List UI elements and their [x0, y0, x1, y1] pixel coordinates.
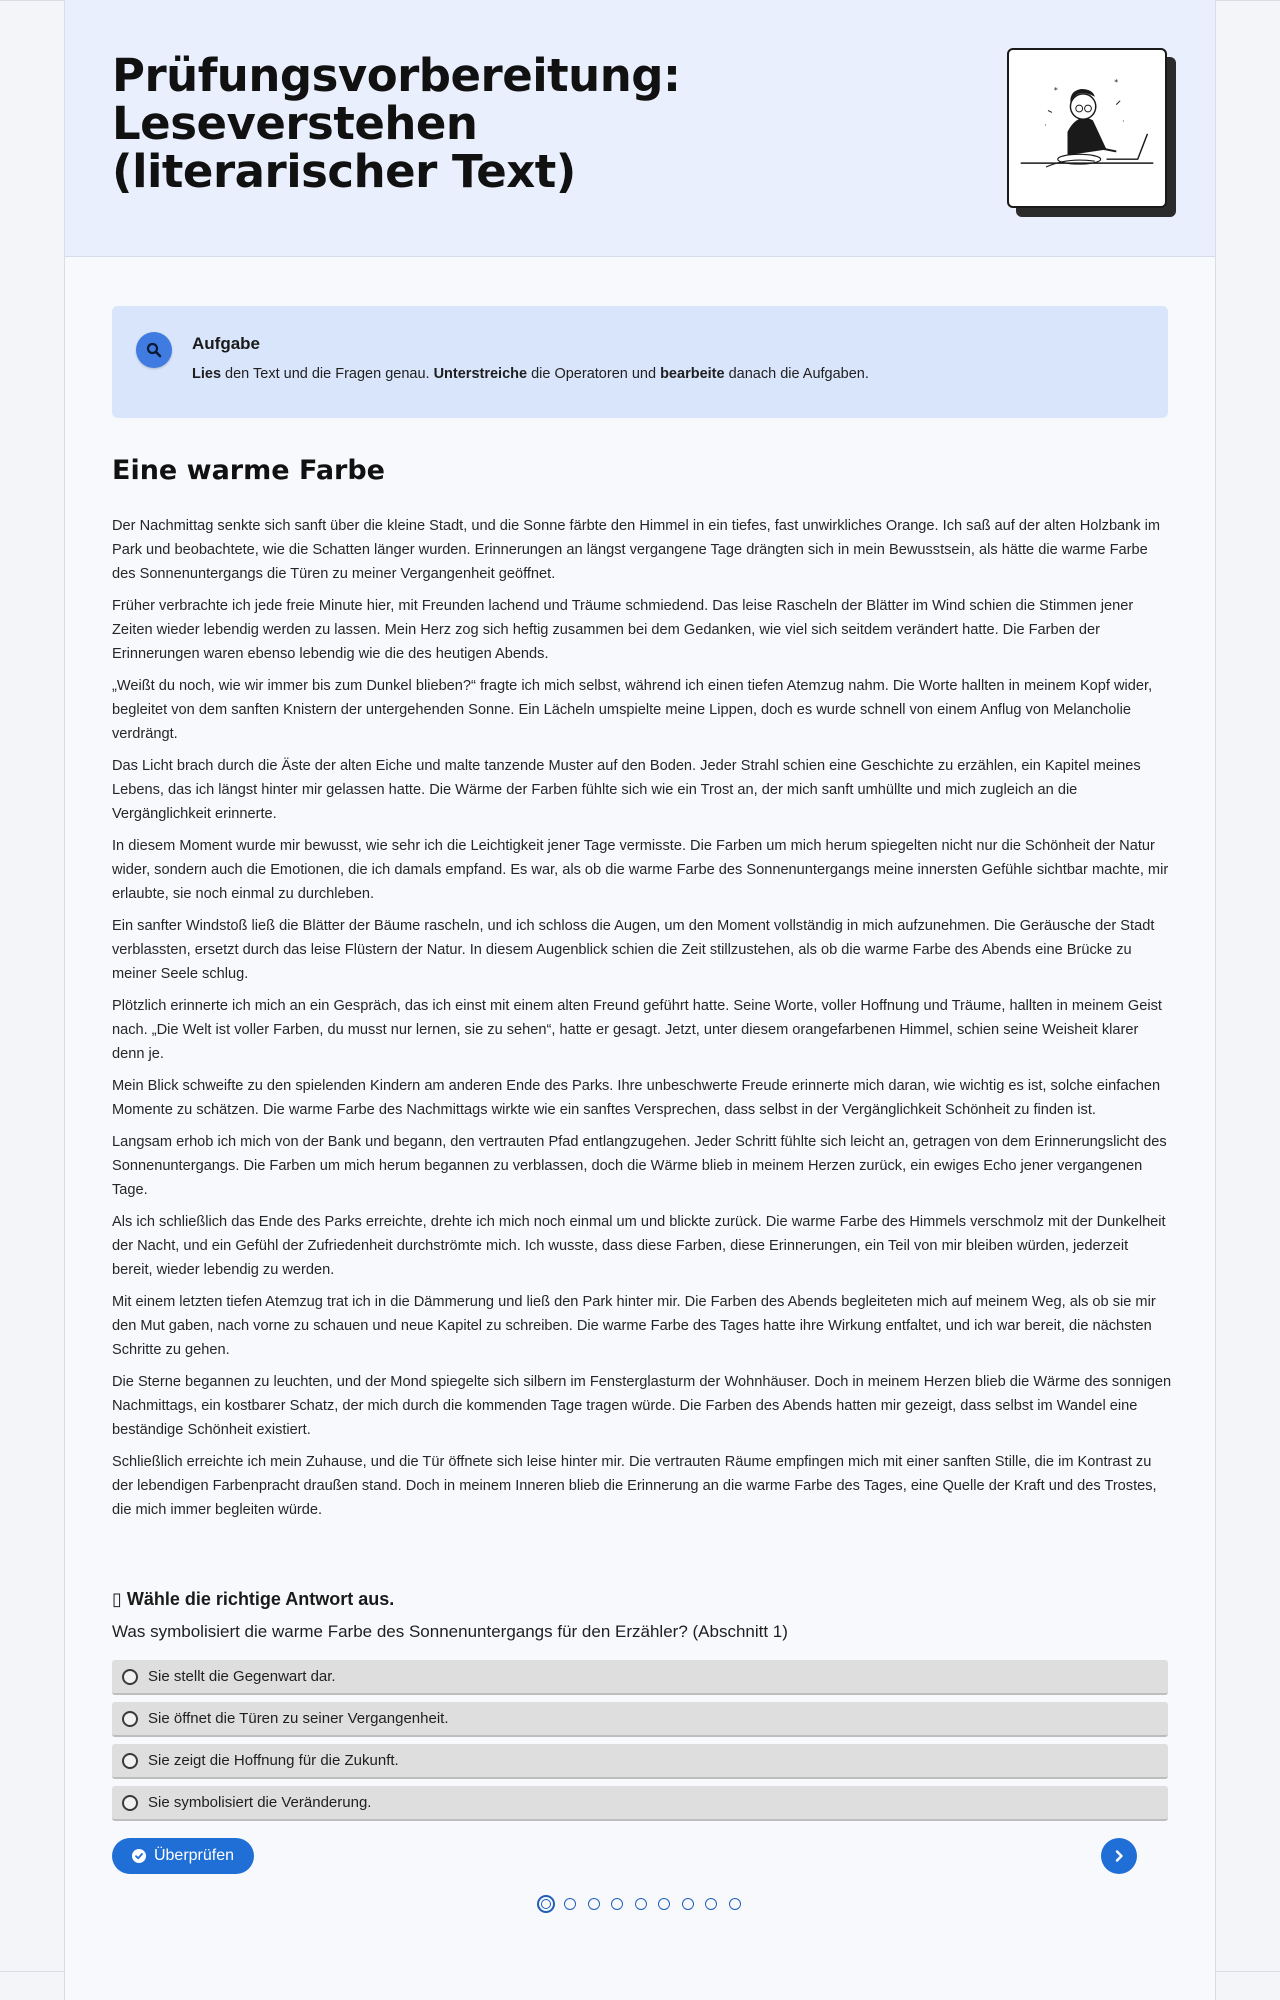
pagination-dot-4[interactable] — [611, 1898, 623, 1910]
story-paragraph: Langsam erhob ich mich von der Bank und begann, den vertrauten Pfad entlangzugehen. Jeder Schritt fühlte sich leicht an, getragen von dem Erinnerungslicht des Sonnenuntergangs. Die Farben um mich herum begannen zu verblassen, doch die Wärme blieb in meinem Herzen zurück, ein ewiges Echo jener vergangenen Tage. — [112, 1134, 1167, 1198]
task-box — [112, 306, 1168, 418]
pagination-dot-2[interactable] — [564, 1898, 576, 1910]
story-paragraph: Früher verbrachte ich jede freie Minute hier, mit Freunden lachend und Träume schmiedend. Das leise Rascheln der Blätter im Wind schien die Stimmen jener Zeiten wieder lebendig werden zu lassen. Mein Herz zog sich heftig zusammen bei dem Gedanken, wie viel sich seitdem verändert hatte. Die Farben der Erinnerungen waren ebenso lebendig wie die des heutigen Abends. — [112, 598, 1134, 662]
story-paragraph: Ein sanfter Windstoß ließ die Blätter der Bäume rascheln, und ich schloss die Augen, um den Moment vollständig in mich aufzunehmen. Die Geräusche der Stadt verblassten, ersetzt durch das leise Flüstern der Natur. In diesem Augenblick schien die Zeit stillzustehen, als ob die warme Farbe des Abends eine Brücke zu meiner Seele schlug. — [112, 918, 1155, 982]
answer-option-label: Sie öffnet die Türen zu seiner Vergangenheit. — [148, 1710, 449, 1727]
story-title: Eine warme Farbe — [112, 455, 385, 486]
answer-option-3[interactable] — [112, 1744, 1168, 1779]
answer-options — [112, 1660, 1168, 1828]
pagination-dot-5[interactable] — [635, 1898, 647, 1910]
next-question-button[interactable] — [1101, 1838, 1137, 1874]
answer-option-1[interactable] — [112, 1660, 1168, 1695]
story-paragraph: Mein Blick schweifte zu den spielenden Kindern am anderen Ende des Parks. Ihre unbeschwerte Freude erinnerte mich daran, wie wichtig es ist, solche einfachen Momente zu schätzen. Die warme Farbe des Nachmittags wirkte wie ein sanftes Versprechen, dass selbst in der Vergänglichkeit Schönheit zu finden ist. — [112, 1078, 1161, 1118]
page-header — [65, 0, 1215, 257]
chevron-right-icon — [1112, 1849, 1126, 1863]
check-answer-label: Überprüfen — [153, 1847, 235, 1864]
svg-text:·: · — [1122, 117, 1125, 127]
pagination-dot-8[interactable] — [705, 1898, 717, 1910]
task-text-part: den Text und die Fragen genau. — [221, 366, 434, 382]
svg-text:*: * — [1114, 78, 1119, 88]
operator-bearbeite: bearbeite — [660, 366, 725, 382]
task-text-part: danach die Aufgaben. — [724, 366, 869, 382]
answer-option-4[interactable] — [112, 1786, 1168, 1821]
radio-button[interactable] — [122, 1711, 138, 1727]
story-text — [112, 514, 1172, 1530]
question-heading: ▯ Wähle die richtige Antwort aus. — [112, 1589, 395, 1609]
page — [65, 0, 1215, 2000]
operator-unterstreiche: Unterstreiche — [433, 366, 528, 382]
radio-button[interactable] — [122, 1669, 138, 1685]
page-title: Prüfungsvorbereitung: Leseverstehen (literarischer Text) — [112, 49, 681, 198]
story-paragraph: Als ich schließlich das Ende des Parks erreichte, drehte ich mich noch einmal um und blickte zurück. Die warme Farbe des Himmels verschmolz mit der Dunkelheit der Nacht, und ein Gefühl der Zufriedenheit durchströmte mich. Ich wusste, dass diese Farben, diese Erinnerungen, ein Teil von mir bleiben würden, jederzeit bereit, wieder lebendig zu werden. — [112, 1214, 1166, 1278]
radio-button[interactable] — [122, 1753, 138, 1769]
svg-text:·: · — [1044, 121, 1047, 130]
frame-line-right — [1215, 0, 1216, 2000]
check-circle-icon — [132, 1849, 146, 1863]
story-paragraph: Das Licht brach durch die Äste der alten Eiche und malte tanzende Muster auf den Boden. Jeder Strahl schien eine Geschichte zu erzählen, ein Kapitel meines Lebens, das ich längst hinter mir gelassen hatte. Die Wärme der Farben fühlte sich wie ein Trost an, der mich sanft umhüllte und mich zugleich an die Vergänglichkeit erinnerte. — [112, 758, 1141, 822]
answer-option-2[interactable] — [112, 1702, 1168, 1737]
pagination-dot-1[interactable] — [537, 1895, 555, 1913]
answer-option-label: Sie stellt die Gegenwart dar. — [148, 1668, 336, 1685]
operator-lies: Lies — [192, 366, 222, 382]
check-answer-button[interactable] — [112, 1838, 254, 1874]
story-paragraph: In diesem Moment wurde mir bewusst, wie sehr ich die Leichtigkeit jener Tage vermisste. Die Farben um mich herum spiegelten nicht nur die Schönheit der Natur wider, sondern auch die Emotionen, die ich damals empfand. Es war, als ob die warme Farbe des Sonnenuntergangs meine innersten Gefühle sichtbar machte, mir erlaubte, sie noch einmal zu durchleben. — [112, 838, 1169, 902]
magnifier-icon — [136, 332, 172, 368]
radio-button[interactable] — [122, 1795, 138, 1811]
question-text: Was symbolisiert die warme Farbe des Sonnenuntergangs für den Erzähler? (Abschnitt 1) — [112, 1622, 788, 1641]
story-paragraph: Mit einem letzten tiefen Atemzug trat ich in die Dämmerung und ließ den Park hinter mir. Die Farben des Abends begleiteten mich auf meinem Weg, als ob sie mir den Mut gaben, nach vorne zu schauen und neue Kapitel zu schreiben. Die warme Farbe des Tages hatte ihre Wirkung entfaltet, und ich war bereit, die nächsten Schritte zu gehen. — [112, 1294, 1156, 1358]
story-paragraph: Der Nachmittag senkte sich sanft über die kleine Stadt, und die Sonne färbte den Himmel in ein tiefes, fast unwirkliches Orange. Ich saß auf der alten Holzbank im Park und beobachtete, wie die Schatten länger wurden. Erinnerungen an längst vergangene Tage drängten sich in mein Bewusstsein, als hätte die warme Farbe des Sonnenuntergangs die Türen zu meiner Vergangenheit geöffnet. — [112, 518, 1161, 582]
answer-option-label: Sie symbolisiert die Veränderung. — [148, 1794, 372, 1811]
svg-text:*: * — [1053, 85, 1058, 95]
pagination-dot-7[interactable] — [682, 1898, 694, 1910]
pagination-dot-6[interactable] — [658, 1898, 670, 1910]
answer-option-label: Sie zeigt die Hoffnung für die Zukunft. — [148, 1752, 399, 1769]
question-pagination — [537, 1895, 752, 1913]
person-reading-at-laptop-icon — [1009, 50, 1165, 206]
story-paragraph: „Weißt du noch, wie wir immer bis zum Dunkel blieben?“ fragte ich mich selbst, während ich einen tiefen Atemzug nahm. Die Worte hallten in meinem Kopf wider, begleitet von dem sanften Knistern der untergehenden Sonne. Ein Lächeln umspielte meine Lippen, doch es wurde schnell von einem Anflug von Melancholie verdrängt. — [112, 678, 1153, 742]
task-instructions — [192, 366, 869, 382]
story-paragraph: Die Sterne begannen zu leuchten, und der Mond spiegelte sich silbern im Fensterglasturm der Wohnhäuser. Doch in meinem Herzen blieb die Wärme des sonnigen Nachmittags, ein kostbarer Schatz, der mich durch die kommenden Tage tragen würde. Die Farben des Abends hatten mir gezeigt, dass selbst im Wandel eine beständige Schönheit existiert. — [112, 1374, 1172, 1438]
story-paragraph: Plötzlich erinnerte ich mich an ein Gespräch, das ich einst mit einem alten Freund geführt hatte. Seine Worte, voller Hoffnung und Träume, hallten in meinem Geist nach. „Die Welt ist voller Farben, du musst nur lernen, sie zu sehen“, hatte er gesagt. Jetzt, unter diesem orangefarbenen Himmel, schien seine Weisheit klarer denn je. — [112, 998, 1162, 1062]
illustration-card — [1007, 48, 1167, 208]
pagination-dot-9[interactable] — [729, 1898, 741, 1910]
pagination-dot-3[interactable] — [588, 1898, 600, 1910]
task-title: Aufgabe — [192, 334, 260, 353]
task-text-part: die Operatoren und — [527, 366, 661, 382]
story-paragraph: Schließlich erreichte ich mein Zuhause, und die Tür öffnete sich leise hinter mir. Die vertrauten Räume empfingen mich mit einer sanften Stille, die im Kontrast zu der lebendigen Farbenpracht draußen stand. Doch in meinem Inneren blieb die Erinnerung an die warme Farbe des Tages, eine Quelle der Kraft und des Trostes, die mich immer begleiten würde. — [112, 1454, 1157, 1518]
